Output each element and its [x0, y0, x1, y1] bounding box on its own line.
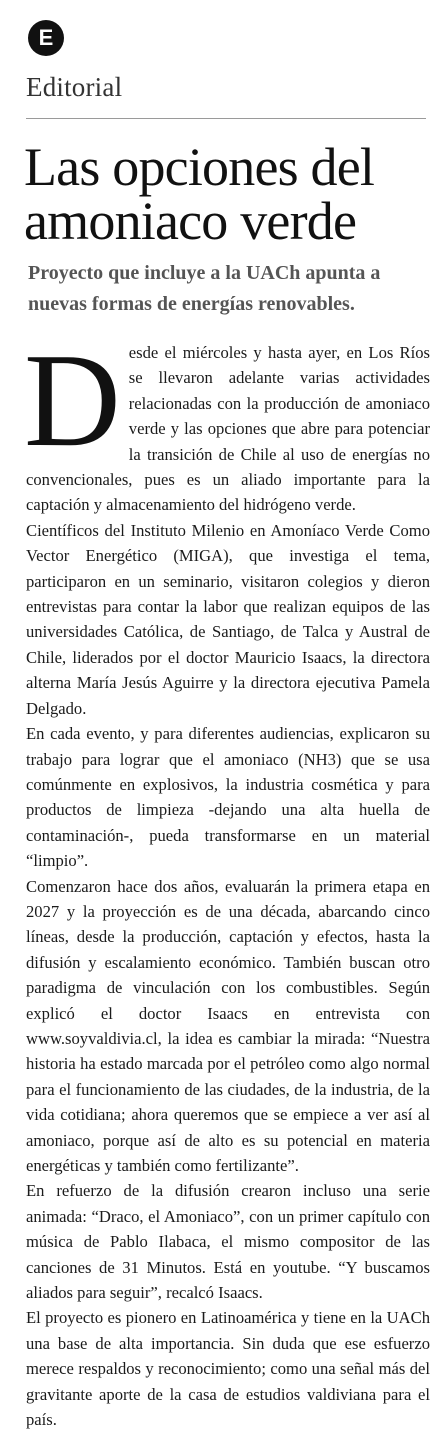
- headline: Las opciones del amoniaco verde: [24, 137, 375, 251]
- paragraph-text: esde el miércoles y hasta ayer, en Los Ríos se llevaron adelante varias actividades relacionadas con la producción de amoniaco verde y las opciones que abre para potenciar la transición de Chile al uso de energías no convencionales, pues es un aliado importante para la captación y almacenamiento del hidrógeno verde.: [26, 343, 430, 515]
- article-paragraph-5: En refuerzo de la difusión crearon incluso una serie animada: “Draco, el Amoniaco”, con un primer capítulo con música de Pablo Ilabaca, el mismo compositor de las canciones de 31 Minutos. Está en youtube. “Y buscamos aliados para seguir”, recalcó Isaacs.: [26, 1181, 430, 1303]
- drop-cap: D: [24, 326, 121, 474]
- subheadline: Proyecto que incluye a la UACh apunta a nuevas formas de energías renovables.: [28, 262, 381, 315]
- article-paragraph-6: El proyecto es pionero en Latinoamérica y tiene en la UACh una base de alta importancia. Sin duda que ese esfuerzo merece respaldos y reconocimiento; como una señal más del gravitante aporte de la casa de estudios valdiviana para el país.: [26, 1308, 430, 1430]
- article-paragraph-4: Comenzaron hace dos años, evaluarán la primera etapa en 2027 y la proyección es de una década, abarcando cinco líneas, desde la producción, captación y efectos, hasta la difusión y escalamiento económico. También buscan otro paradigma de vinculación con los combustibles. Según explicó el doctor Isaacs en entrevista con www.soyvaldivia.cl, la idea es cambiar la mirada: “Nuestra historia ha estado marcada por el petróleo como algo normal para el funcionamiento de las ciudades, de la industria, de la vida cotidiana; ahora queremos que se empiece a ver así al amoniaco, porque así de alto es su potencial en materia energéticas y también como fertilizante”.: [26, 876, 430, 1175]
- article-paragraph-2: Científicos del Instituto Milenio en Amoníaco Verde Como Vector Energético (MIGA), que investiga el tema, participaron en un seminario, visitaron colegios y dieron entrevistas para contar la labor que realizan equipos de las universidades Católica, de Santiago, de Talca y Austral de Chile, liderados por el doctor Mauricio Isaacs, la directora alterna María Jesús Aguirre y la directora ejecutiva Pamela Delgado.: [26, 520, 430, 718]
- section-badge: E: [28, 20, 64, 56]
- article-paragraph-3: En cada evento, y para diferentes audiencias, explicaron su trabajo para lograr que el amoniaco (NH3) que se usa comúnmente en explosivos, la industria cosmética y para productos de limpieza -dejando una alta huella de contaminación-, pueda transformarse en un material “limpio”.: [26, 724, 430, 871]
- article-paragraph-1: [24, 326, 430, 518]
- section-label: Editorial: [26, 72, 123, 102]
- article-body: [24, 326, 430, 1432]
- section-divider: [26, 118, 426, 119]
